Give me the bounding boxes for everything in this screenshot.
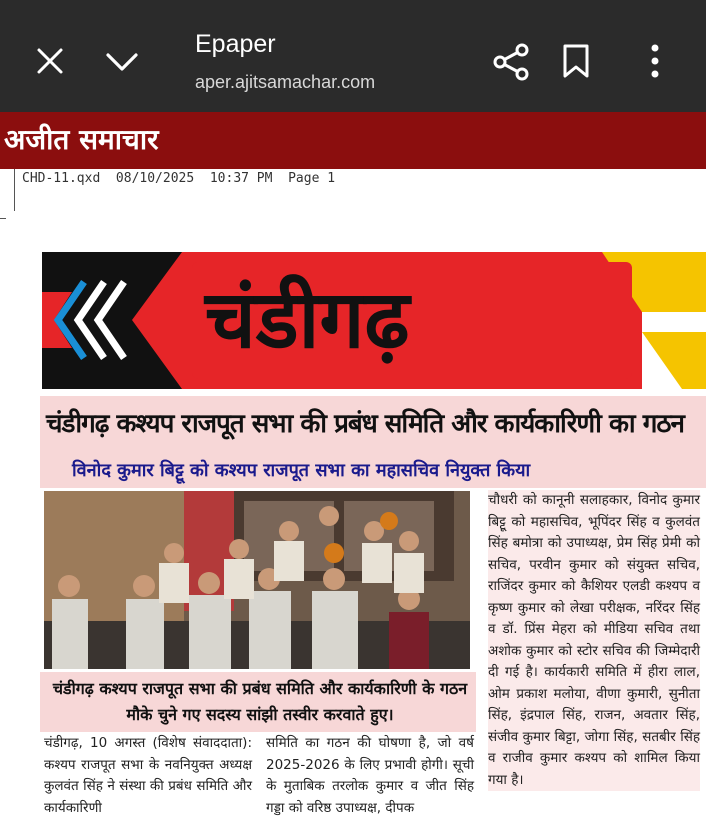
newspaper-brand: अजीत समाचार (4, 123, 159, 156)
app-bar (0, 0, 706, 112)
print-file-info: CHD-11.qxd 08/10/2025 10:37 PM Page 1 (22, 171, 336, 186)
crop-mark (14, 169, 15, 211)
section-title: चंडीगढ़ (205, 273, 410, 366)
group-photo (44, 491, 470, 669)
more-vert-icon[interactable] (647, 44, 663, 78)
article-column-right: चौधरी को कानूनी सलाहकार, विनोद कुमार बिट्टू को महासचिव, भूपिंदर सिंह व कुलवंत सिंह बमोत्रा को उपाध्यक्ष, प्रेम सिंह प्रेमी को सचिव, परवीन कुमार को संयुक्त सचिव, राजिंदर कुमार को कैशियर एलडी कश्यप व कृष्ण कुमार को लेखा परीक्षक, नरिंदर सिंह व डॉ. प्रिंस मेहरा को मीडिया सचिव तथा अशोक कुमार को स्टोर सचिव की जिम्मेदारी दी गई है। कार्यकारी समिति में हीरा लाल, ओम प्रकाश मलोया, वीणा कुमारी, सुनीता सिंह, इंद्रपाल सिंह, राजन, अवतार सिंह, संजीव कुमार बिट्टा, जोगा सिंह, सतबीर सिंह व राजीव कुमार कश्यप को शामिल किया गया है। (488, 490, 700, 791)
article-subhead: विनोद कुमार बिट्टू को कश्यप राजपूत सभा का महासचिव नियुक्त किया (72, 460, 531, 481)
bookmark-icon[interactable] (561, 43, 591, 79)
crop-mark (0, 218, 6, 219)
close-icon[interactable] (36, 47, 64, 75)
page-title: Epaper (195, 30, 276, 58)
newspaper-masthead (0, 112, 706, 169)
article-column-1: चंडीगढ़, 10 अगस्त (विशेष संवाददाता): कश्यप राजपूत सभा के नवनियुक्त अध्यक्ष कुलवंत सिंह ने संस्था की प्रबंध समिति और कार्यकारिणी (44, 735, 252, 816)
article-column-2: समिति का गठन की घोषणा है, जो वर्ष 2025-2026 के लिए प्रभावी होगी। सूची के मुताबिक तरलोक कुमार व जीत सिंह गड्डा को वरिष्ठ उपाध्यक्ष, दीपक (266, 735, 474, 816)
chevron-down-icon[interactable] (104, 50, 140, 74)
share-icon[interactable] (492, 42, 532, 82)
article-headline: चंडीगढ़ कश्यप राजपूत सभा की प्रबंध समिति और कार्यकारिणी का गठन (46, 409, 684, 439)
photo-caption: चंडीगढ़ कश्यप राजपूत सभा की प्रबंध समिति और कार्यकारिणी के गठन मौके चुने गए सदस्य सांझी तस्वीर करवाते हुए। (52, 679, 468, 724)
page-url: aper.ajitsamachar.com (195, 72, 376, 92)
